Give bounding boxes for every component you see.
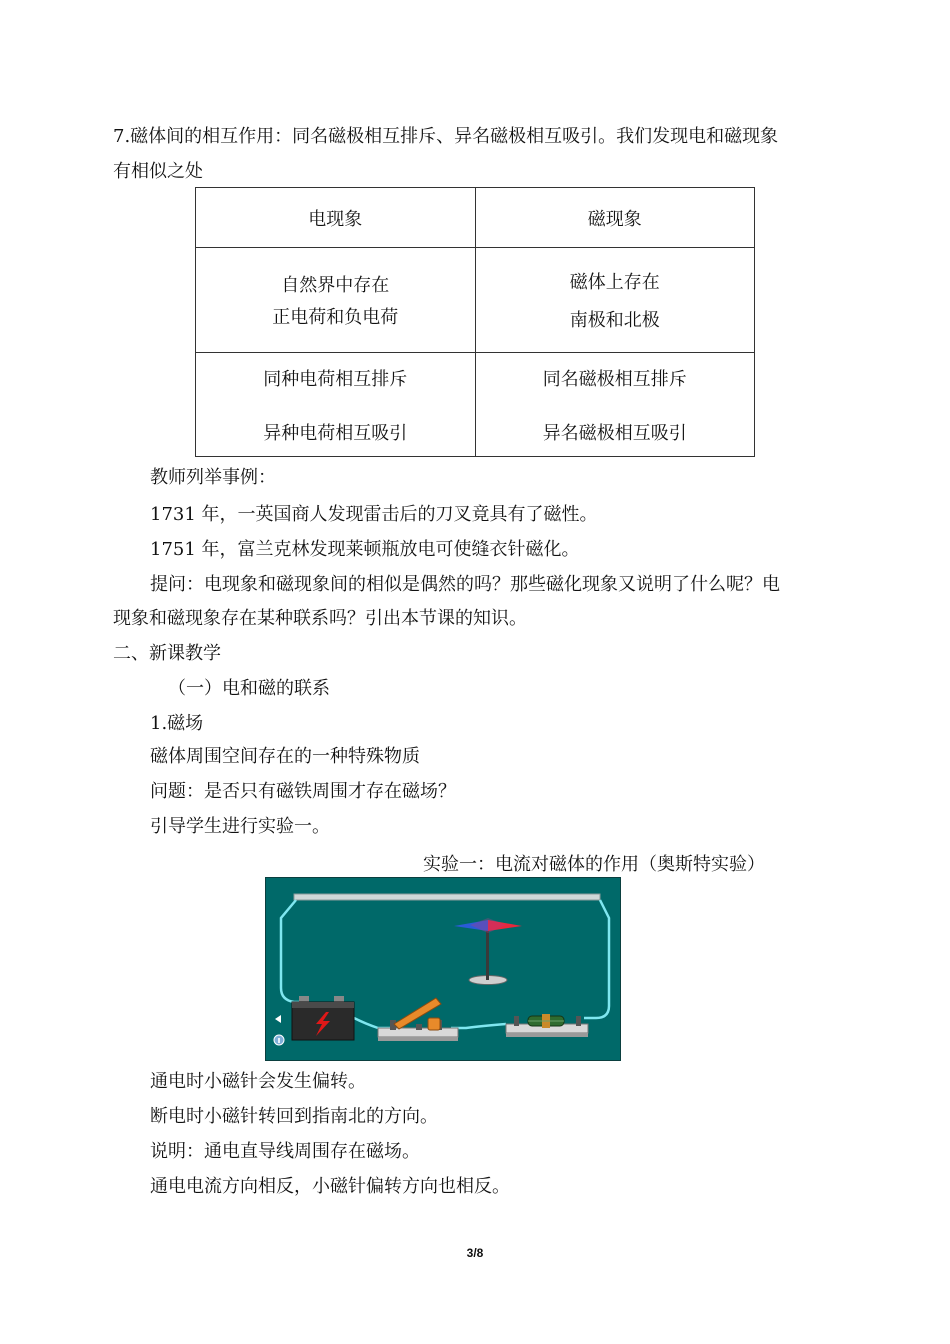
cell-line: 南极和北极 [569, 310, 660, 331]
header-electric: 电现象 [196, 188, 476, 248]
magnetic-field-question: 问题：是否只有磁铁周围才存在磁场？ [150, 781, 456, 802]
question-line-1: 提问：电现象和磁现象间的相似是偶然的吗？那些磁化现象又说明了什么呢？电 [150, 574, 780, 595]
straight-wire-bar [294, 894, 600, 900]
comparison-table [195, 187, 755, 457]
cell-line: 同种电荷相互排斥 [263, 368, 408, 390]
table-header-row [196, 188, 755, 248]
cell-line: 磁体上存在 [569, 272, 660, 293]
observation-line-1: 通电时小磁针会发生偏转。 [150, 1071, 366, 1092]
table-cell [196, 248, 476, 353]
example-1731: 1731 年，一英国商人发现雷击后的刀叉竟具有了磁性。 [150, 504, 598, 525]
observation-line-2: 断电时小磁针转回到指南北的方向。 [150, 1106, 438, 1127]
intro-line-2: 有相似之处 [113, 161, 203, 182]
battery [292, 996, 354, 1040]
experiment-guide: 引导学生进行实验一。 [150, 816, 330, 837]
header-magnetic: 磁现象 [475, 188, 755, 248]
page-number: 3/8 [466, 1246, 484, 1260]
cell-line: 异名磁极相互吸引 [542, 422, 687, 444]
experiment-caption: 实验一：电流对磁体的作用（奥斯特实验） [423, 854, 765, 875]
table-cell [196, 353, 476, 457]
cell-line: 正电荷和负电荷 [272, 307, 399, 328]
cell-line: 自然界中存在 [281, 275, 390, 296]
item-title-magnetic-field: 1.磁场 [150, 713, 204, 734]
table-cell [475, 353, 755, 457]
info-icon[interactable] [274, 1035, 284, 1045]
table-row [196, 248, 755, 353]
intro-line-1: 7.磁体间的相互作用：同名磁极相互排斥、异名磁极相互吸引。我们发现电和磁现象 [113, 126, 779, 147]
teacher-examples-label: 教师列举事例： [150, 467, 276, 488]
observation-line-4: 通电电流方向相反，小磁针偏转方向也相反。 [150, 1176, 510, 1197]
cell-line: 同名磁极相互排斥 [542, 368, 687, 390]
cell-line: 异种电荷相互吸引 [263, 422, 408, 444]
magnetic-field-definition: 磁体周围空间存在的一种特殊物质 [150, 746, 420, 767]
table-cell [475, 248, 755, 353]
oersted-experiment-figure [265, 877, 621, 1061]
table-row [196, 353, 755, 457]
observation-line-3: 说明：通电直导线周围存在磁场。 [150, 1141, 420, 1162]
oersted-diagram [266, 878, 620, 1060]
question-line-2: 现象和磁现象存在某种联系吗？引出本节课的知识。 [113, 608, 527, 629]
section-heading: 二、新课教学 [113, 643, 221, 664]
subsection-heading: （一）电和磁的联系 [168, 678, 330, 699]
example-1751: 1751 年，富兰克林发现莱顿瓶放电可使缝衣针磁化。 [150, 539, 580, 560]
